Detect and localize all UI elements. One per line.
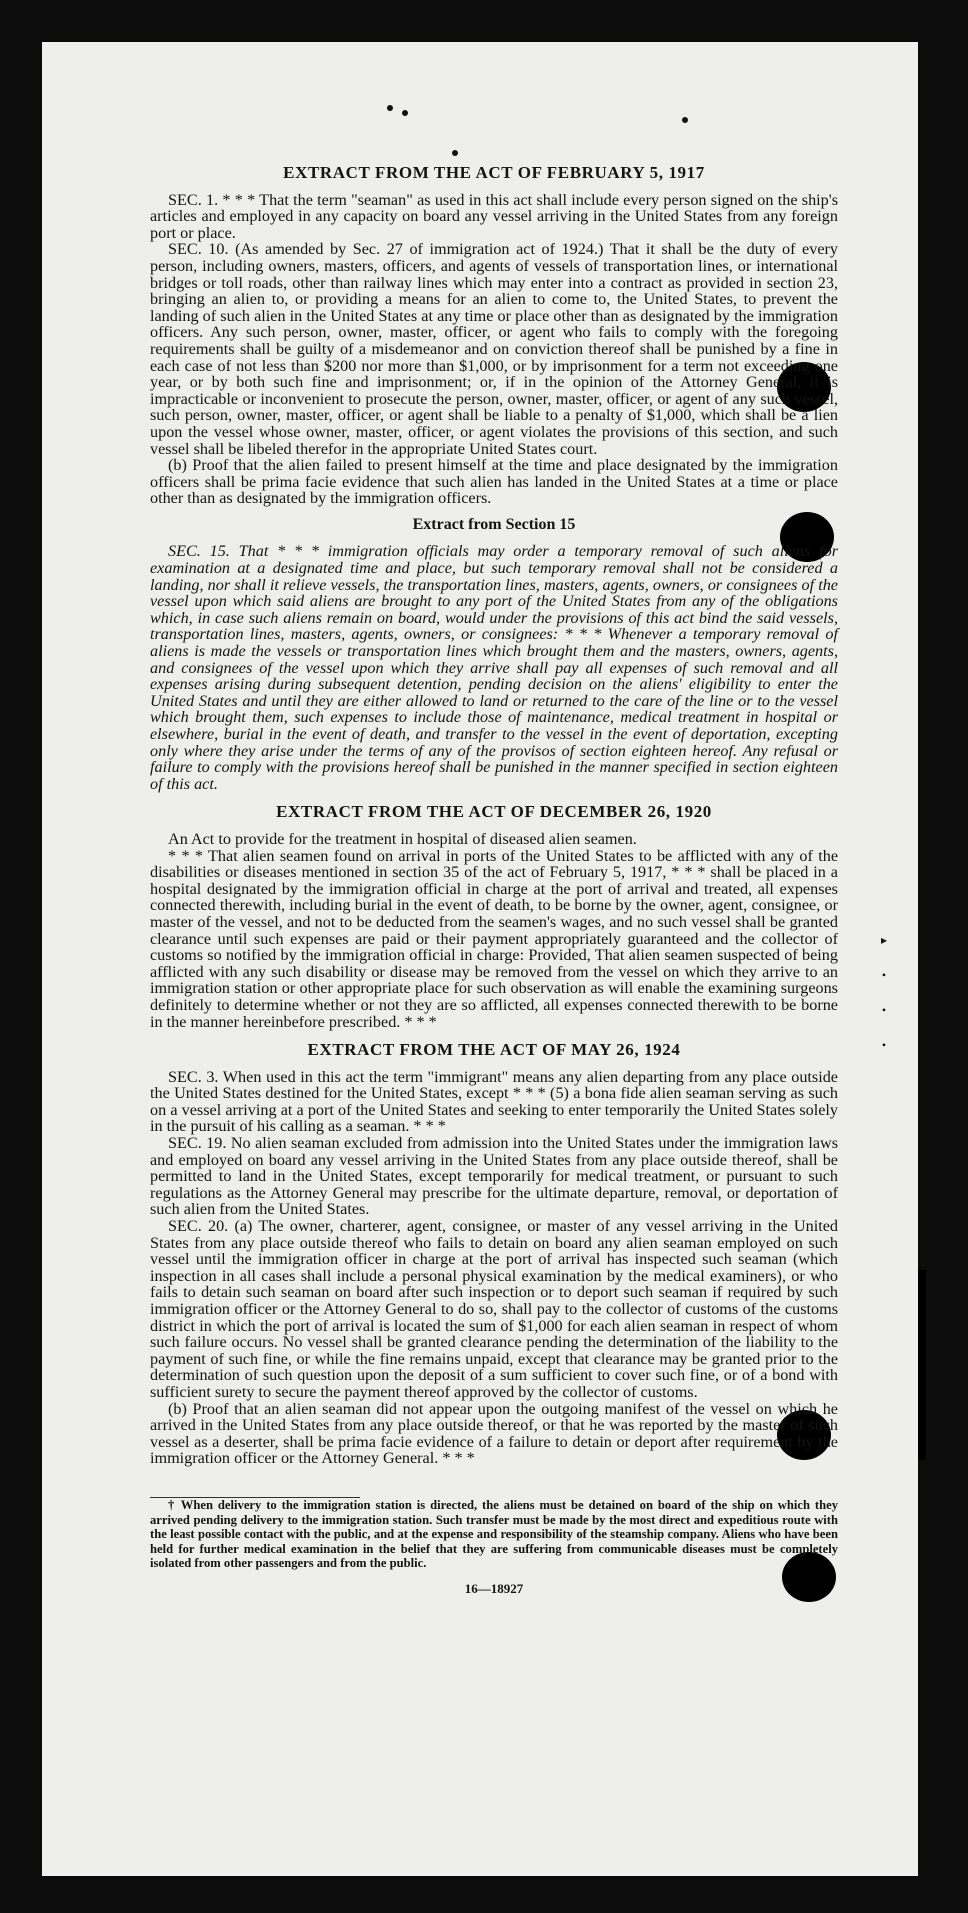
sec-19-paragraph: SEC. 19. No alien seaman excluded from admission into the United States under the immigration laws and employed on board any vessel arriving in the United States from any place outside thereof, shall be permitted to land in the United States, except temporarily for medical treatment, or pursuant to such regulations as the Attorney General may prescribe for the ultimate departure, removal, or deportation of such alien from the United States.: [150, 1134, 838, 1219]
scan-speck: [387, 105, 393, 111]
scan-speck: [682, 117, 688, 123]
heading-1917: EXTRACT FROM THE ACT OF FEBRUARY 5, 1917: [283, 163, 705, 182]
heading-1924: EXTRACT FROM THE ACT OF MAY 26, 1924: [307, 1040, 681, 1060]
sec-3-paragraph: SEC. 3. When used in this act the term "immigrant" means any alien departing from any place outside the United States destined for the United States, except * * * (5) a bona fide alien seaman serving as such on a vessel arriving at a port of the United States and seeking to enter temporarily the United States solely in the pursuit of his calling as a seaman. * * *: [150, 1067, 838, 1136]
sec-10b-paragraph: (b) Proof that the alien failed to present himself at the time and place designated by the immigration officers shall be prima facie evidence that such alien has landed in the United States at a time or place other than as designated by the immigration officers.: [150, 456, 838, 508]
document-body: [150, 165, 838, 1598]
binding-edge: [918, 1270, 926, 1460]
scan-speck: [402, 110, 408, 116]
scan-speck: [452, 150, 458, 156]
sec-20a-paragraph: SEC. 20. (a) The owner, charterer, agent, consignee, or master of any vessel arriving in the United States from any place outside thereof who fails to detain on board any alien seaman employed on such vessel until the immigration officer in charge at the port of arrival has inspected such seaman (which inspection in all cases shall include a personal physical examination by the medical examiners), or who fails to detain such seaman on board after such inspection or to deport such seaman if required by such immigration officer or the Attorney General to do so, shall pay to the collector of customs of the customs district in which the port of arrival is located the sum of $1,000 for each alien seaman in respect of whom such failure occurs. No vessel shall be granted clearance pending the determination of the liability to the payment of such fine, or while the fine remains unpaid, except that clearance may be granted prior to the determination of such question upon the deposit of a sum sufficient to cover such fine, or of a bond with sufficient surety to secure the payment thereof approved by the collector of customs.: [150, 1217, 838, 1401]
act-1920-paragraph: * * * That alien seamen found on arrival in ports of the United States to be afflicted with any of the disabilities or diseases mentioned in section 35 of the act of February 5, 1917, * * * shall be placed in a hospital designated by the immigration official in charge at the port of arrival and treated, all expenses connected therewith, including burial in the event of death, to be borne by the owner, agent, consignee, or master of the vessel, and not to be deducted from the seamen's wages, and no such vessel shall be granted clearance until such expenses are paid or their payment appropriately guaranteed and the collector of customs so notified by the immigration official in charge: Provided, That alien seamen suspected of being afflicted with any such disability or disease may be removed from the vessel on which they arrive to an immigration station or other appropriate place for such observation as will enable the examining surgeons definitely to determine whether or not they are so afflicted, all expenses connected therewith to be borne in the manner hereinbefore prescribed. * * *: [150, 846, 838, 1031]
section-15-heading: Extract from Section 15: [412, 515, 576, 533]
act-1920-title: An Act to provide for the treatment in hospital of diseased alien seamen.: [168, 829, 637, 848]
sec-15-paragraph: SEC. 15. That * * * immigration officials may order a temporary removal of such aliens for examination at a designated time and place, but such temporary removal shall not be considered a landing, nor shall it relieve vessels, the transportation lines, masters, agents, owners, or consignees of the vessel upon which said aliens are brought to any port of the United States from any of the obligations which, in case such aliens remain on board, would under the provisions of this act bind the said vessels, transportation lines, masters, agents, owners, or consignees: * * * Whenever a temporary removal of aliens is made the vessels or transportation lines which brought them and the masters, owners, agents, and consignees of the vessel upon which they arrive shall pay all expenses of such removal and all expenses arising during subsequent detention, pending decision on the aliens' eligibility to enter the United States and until they are either allowed to land or returned to the care of the line or to the vessel which brought them, such expenses to include those of maintenance, medical treatment in hospital or elsewhere, burial in the event of death, and transfer to the vessel in the event of deportation, excepting only where they arise under the terms of any of the provisos of section eighteen hereof. Any refusal or failure to comply with the provisions hereof shall be punished in the manner specified in section eighteen of this act.: [150, 542, 838, 793]
form-number: 16—18927: [464, 1580, 524, 1596]
sec-20b-paragraph: (b) Proof that an alien seaman did not appear upon the outgoing manifest of the vessel on which he arrived in the United States from any place outside thereof, or that he was reported by the master of such vessel as a deserter, shall be prima facie evidence of a failure to detain or deport after requirement by the immigration officer or the Attorney General. * * *: [150, 1399, 838, 1468]
heading-1920: EXTRACT FROM THE ACT OF DECEMBER 26, 1920: [276, 802, 712, 822]
sec-1-paragraph: SEC. 1. * * * That the term "seaman" as used in this act shall include every person signed on the ship's articles and employed in any capacity on board any vessel arriving in the United States from any foreign port or place.: [150, 190, 838, 242]
edge-marks: ▸ • • •: [880, 933, 888, 1052]
footnote: † When delivery to the immigration station is directed, the aliens must be detained on board of the ship on which they arrived pending delivery to the immigration station. Such transfer must be made by the most direct and expeditious route with the least possible contact with the public, and at the expense and responsibility of the steamship company. Aliens who have been held for further medical examination in the belief that they are suffering from communicable diseases must be completely isolated from other passengers and from the public.: [150, 1497, 838, 1571]
sec-10-paragraph: SEC. 10. (As amended by Sec. 27 of immigration act of 1924.) That it shall be the duty of every person, including owners, masters, officers, and agents of vessels of transportation lines, or international bridges or toll roads, other than railway lines which may enter into a contract as provided in section 23, bringing an alien to, or providing a means for an alien to come to, the United States, to prevent the landing of such alien in the United States at any time or place other than as designated by the immigration officers. Any such person, owner, master, officer, or agent who fails to comply with the foregoing requirements shall be guilty of a misdemeanor and on conviction thereof shall be punished by a fine in each case of not less than $200 nor more than $1,000, or by imprisonment for a term not exceeding one year, or by both such fine and imprisonment; or, if in the opinion of the Attorney General, it is impracticable or inconvenient to prosecute the person, owner, master, officer, or agent of any such vessel, such person, owner, master, officer, or agent shall be liable to a penalty of $1,000, which shall be a lien upon the vessel whose owner, master, officer, or agent violates the provisions of this section, and such vessel shall be libeled therefor in the appropriate United States court.: [150, 240, 838, 458]
